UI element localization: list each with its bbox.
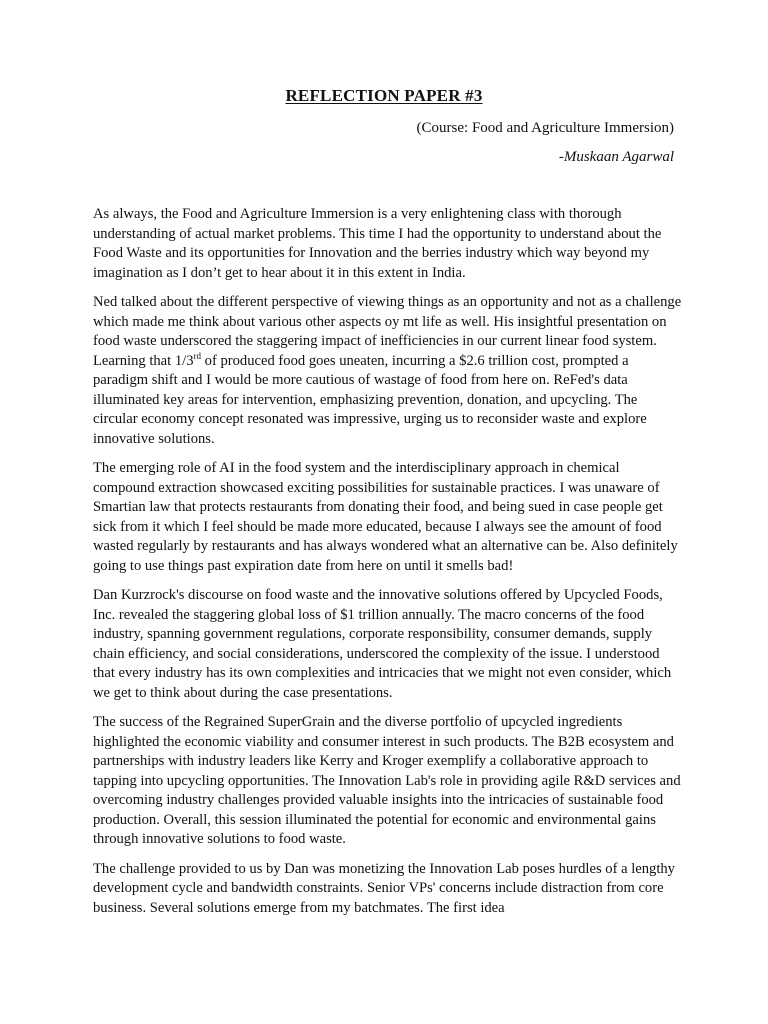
paragraph-2-text-b: of produced food goes uneaten, incurring a $2.6 trillion cost, prompted a paradigm shift and I would be more cautious of wastage of food from here on. ReFed's data illuminated key areas for intervention, emphasizing prevention, donation, and upcycling. The circular economy concept resonated was impressive, urging us to reconsider waste and explore innovative solutions.: [93, 352, 647, 447]
document-title: REFLECTION PAPER #3: [285, 86, 483, 105]
paragraph-6: The challenge provided to us by Dan was monetizing the Innovation Lab poses hurdles of a lengthy development cycle and bandwidth constraints. Senior VPs' concerns include distraction from core business. Several solutions emerge from my batchmates. The first idea: [93, 860, 675, 916]
paragraph-1: As always, the Food and Agriculture Immersion is a very enlightening class with thorough understanding of actual market problems. This time I had the opportunity to understand about the Food Waste and its opportunities for Innovation and the berries industry which way beyond my imagination as I don’t get to hear about it in this extent in India.: [93, 206, 662, 281]
ordinal-superscript: rd: [193, 350, 202, 361]
paragraph-2: [93, 293, 683, 449]
document-body: [93, 205, 683, 928]
paragraph-4: Dan Kurzrock's discourse on food waste and the innovative solutions offered by Upcycled Foods, Inc. revealed the staggering global loss of $1 trillion annually. The macro concerns of the food industry, spanning government regulations, corporate responsibility, consumer demands, supply chain efficiency, and social considerations, underscored the complexity of the issue. I understood that every industry has its own complexities and intricacies that we might not even consider, which we get to think about during the case presentations.: [93, 587, 672, 701]
paragraph-2-text-a: Ned talked about the different perspective of viewing things as an opportunity and not as a challenge which made me think about various other aspects oy mt life as well. His insightful presentation on food waste underscored the staggering impact of inefficiencies in our current linear food system. Learning that 1/3: [93, 294, 682, 369]
paragraph-5: The success of the Regrained SuperGrain and the diverse portfolio of upcycled ingredients highlighted the economic viability and consumer interest in such products. The B2B ecosystem and partnerships with industry leaders like Kerry and Kroger exemplify a collaborative approach to tapping into upcycling opportunities. The Innovation Lab's role in providing agile R&D services and overcoming industry challenges provided valuable insights into the intricacies of sustainable food production. Overall, this session illuminated the potential for economic and environmental gains through innovative solutions to food waste.: [93, 714, 681, 847]
course-subtitle: (Course: Food and Agriculture Immersion): [416, 120, 674, 136]
author-name: -Muskaan Agarwal: [558, 149, 674, 165]
paragraph-3: The emerging role of AI in the food system and the interdisciplinary approach in chemical compound extraction showcased exciting possibilities for sustainable practices. I was unaware of Smartian law that protects restaurants from donating their food, and being sued in case people get sick from it which I feel should be made more educated, because I always see the amount of food wasted regularly by restaurants and has always wondered what an alternative can be. Also definitely going to use things past expiration date from here on until it smells bad!: [93, 460, 678, 574]
